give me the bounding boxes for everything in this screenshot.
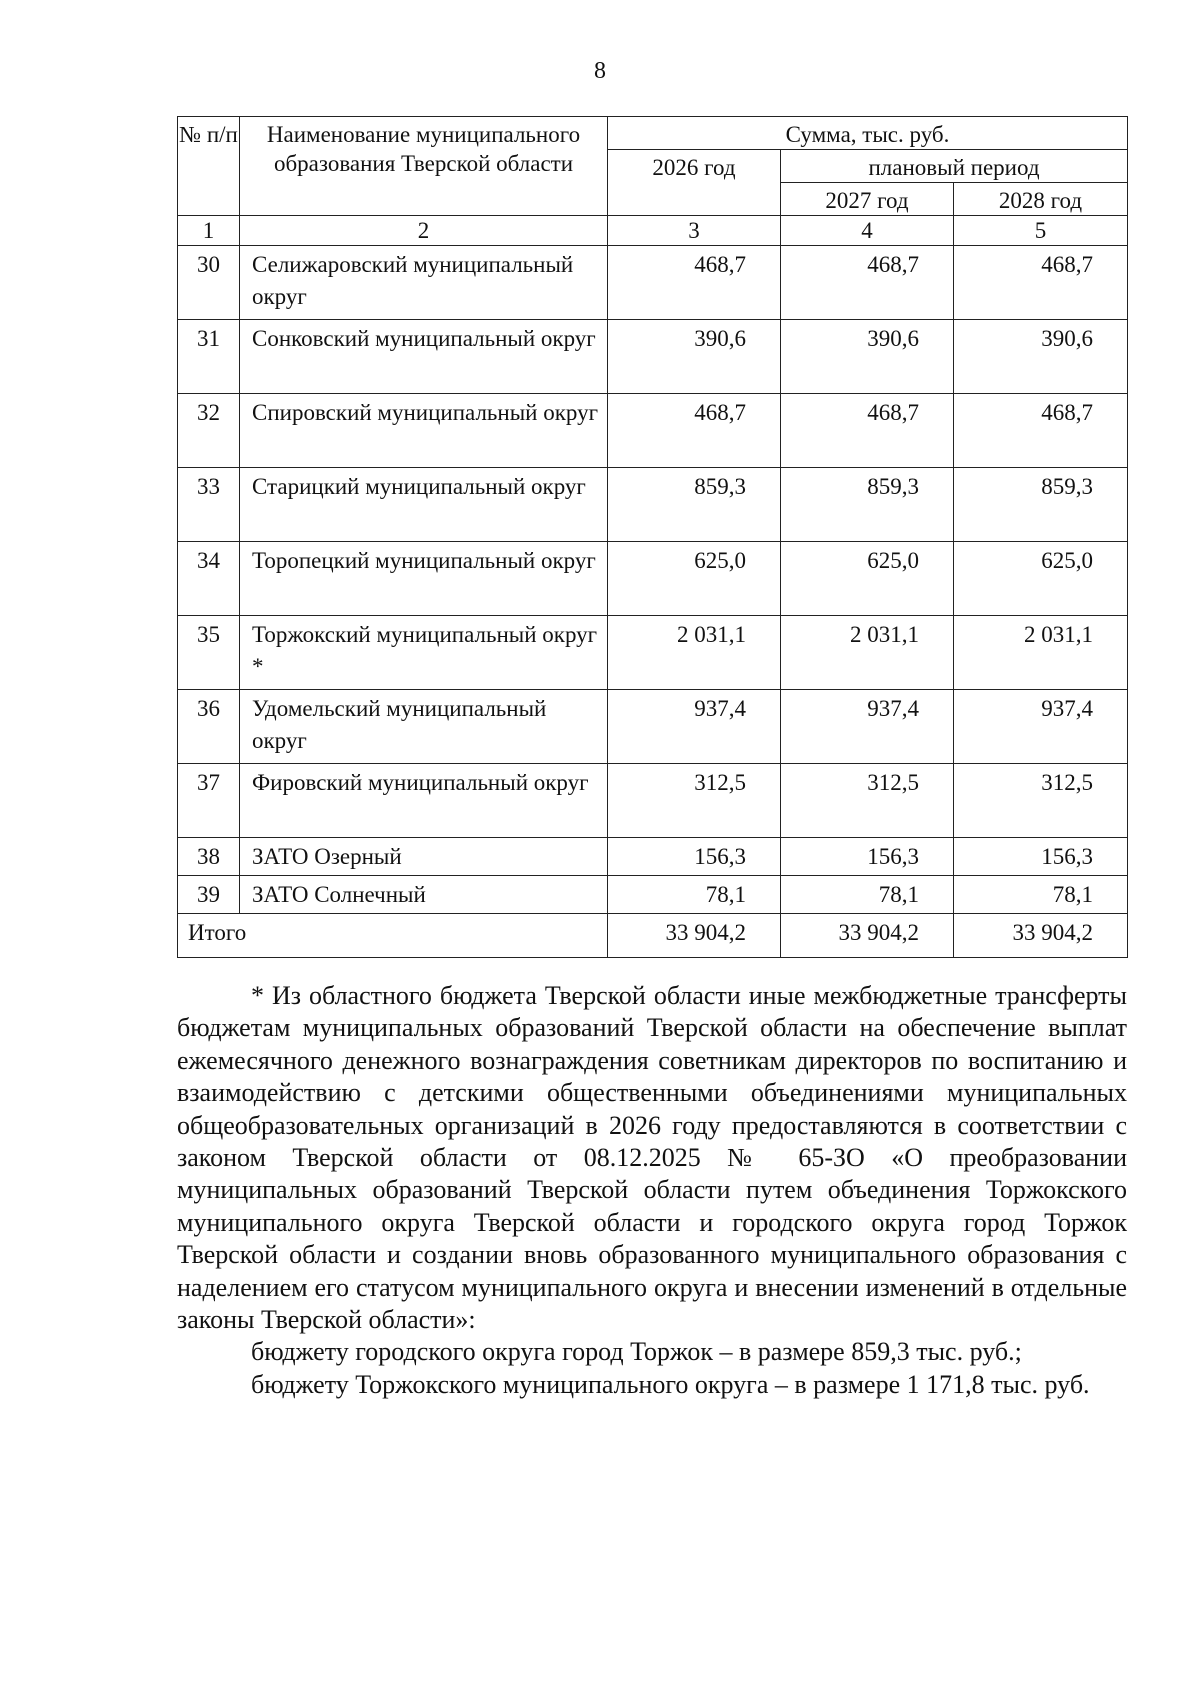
table-row [178,876,1128,914]
value-2027: 2 031,1 [781,616,954,690]
value-2026: 312,5 [608,764,781,838]
table-row [178,246,1128,320]
value-2027: 937,4 [781,690,954,764]
value-2027: 859,3 [781,468,954,542]
column-index: 2 [240,216,608,246]
value-2028: 937,4 [954,690,1128,764]
row-number: 38 [178,838,240,876]
value-2027: 156,3 [781,838,954,876]
value-2026: 2 031,1 [608,616,781,690]
table-row [178,468,1128,542]
row-number: 36 [178,690,240,764]
row-number: 39 [178,876,240,914]
row-number: 30 [178,246,240,320]
value-2027: 390,6 [781,320,954,394]
column-index: 1 [178,216,240,246]
table-row [178,542,1128,616]
header-year-2027: 2027 год [781,183,954,216]
value-2028: 859,3 [954,468,1128,542]
municipality-name: Селижаровский муниципальный округ [240,246,608,320]
municipality-name: Спировский муниципальный округ [240,394,608,468]
row-number: 32 [178,394,240,468]
total-2027: 33 904,2 [781,914,954,958]
table-row [178,764,1128,838]
table-row [178,616,1128,690]
value-2027: 468,7 [781,394,954,468]
total-2028: 33 904,2 [954,914,1128,958]
municipality-name: ЗАТО Озерный [240,838,608,876]
budget-table [177,116,1128,958]
municipality-name: Фировский муниципальный округ [240,764,608,838]
column-index: 4 [781,216,954,246]
value-2028: 312,5 [954,764,1128,838]
table-row [178,690,1128,764]
value-2028: 625,0 [954,542,1128,616]
municipality-name: Торжокский муниципальный округ * [240,616,608,690]
value-2026: 156,3 [608,838,781,876]
footnote-paragraph: * Из областного бюджета Тверской области иные межбюджетные трансферты бюджетам муниципальных образований Тверской области на обеспечение выплат ежемесячного денежного вознаграждения советникам директоров по воспитанию и взаимодействию с детскими общественными объединениями муниципальных общеобразовательных организаций в 2026 году предоставляются в соответствии с законом Тверской области от 08.12.2025 № 65-ЗО «О преобразовании муниципальных образований Тверской области путем объединения Торжокского муниципального округа Тверской области и городского округа город Торжок Тверской области и создании вновь образованного муниципального образования с наделением его статусом муниципального округа и внесении изменений в отдельные законы Тверской области»: [177,981,1127,1335]
municipality-name: Сонковский муниципальный округ [240,320,608,394]
header-name: Наименование муниципального образования Тверской области [240,117,608,216]
row-number: 31 [178,320,240,394]
municipality-name: Торопецкий муниципальный округ [240,542,608,616]
header-year-2028: 2028 год [954,183,1128,216]
footnote-item-city: бюджету городского округа город Торжок – в размере 859,3 тыс. руб.; [251,1337,1022,1367]
value-2027: 78,1 [781,876,954,914]
value-2026: 78,1 [608,876,781,914]
column-index-row [178,216,1128,246]
value-2026: 859,3 [608,468,781,542]
header-year-2026: 2026 год [608,150,781,216]
row-number: 37 [178,764,240,838]
value-2028: 78,1 [954,876,1128,914]
column-index: 3 [608,216,781,246]
value-2026: 468,7 [608,246,781,320]
header-planned-period: плановый период [781,150,1128,183]
municipality-name: Удомельский муниципальный округ [240,690,608,764]
municipality-name: ЗАТО Солнечный [240,876,608,914]
total-2026: 33 904,2 [608,914,781,958]
value-2026: 468,7 [608,394,781,468]
header-num: № п/п [178,117,240,216]
total-label: Итого [178,914,608,958]
value-2028: 156,3 [954,838,1128,876]
total-row [178,914,1128,958]
value-2028: 390,6 [954,320,1128,394]
value-2027: 468,7 [781,246,954,320]
value-2028: 468,7 [954,246,1128,320]
table-row [178,394,1128,468]
header-sum: Сумма, тыс. руб. [608,117,1128,150]
value-2026: 937,4 [608,690,781,764]
column-index: 5 [954,216,1128,246]
row-number: 33 [178,468,240,542]
table-row [178,838,1128,876]
municipality-name: Старицкий муниципальный округ [240,468,608,542]
value-2027: 312,5 [781,764,954,838]
value-2027: 625,0 [781,542,954,616]
value-2028: 2 031,1 [954,616,1128,690]
value-2026: 390,6 [608,320,781,394]
value-2028: 468,7 [954,394,1128,468]
value-2026: 625,0 [608,542,781,616]
row-number: 35 [178,616,240,690]
footnote [177,980,1127,1401]
footnote-item-district: бюджету Торжокского муниципального округа – в размере 1 171,8 тыс. руб. [251,1369,1090,1399]
page-number: 8 [594,58,606,84]
table-row [178,320,1128,394]
row-number: 34 [178,542,240,616]
